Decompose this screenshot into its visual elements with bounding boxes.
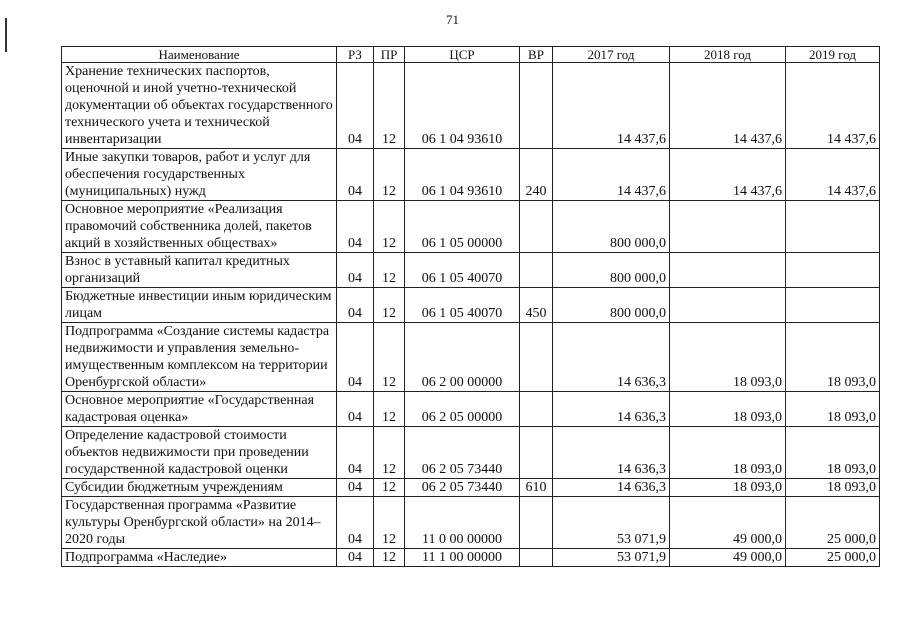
row-csr: 06 2 05 00000 (405, 392, 520, 427)
row-vr (520, 323, 553, 392)
row-name: Иные закупки товаров, работ и услуг для обеспечения государственных (муниципальных) нужд (62, 149, 337, 201)
row-vr (520, 549, 553, 567)
header-2019: 2019 год (786, 47, 880, 63)
header-rz: РЗ (337, 47, 374, 63)
row-2019: 25 000,0 (786, 549, 880, 567)
row-vr (520, 63, 553, 149)
row-2018: 18 093,0 (670, 427, 786, 479)
row-name: Взнос в уставный капитал кредитных организаций (62, 253, 337, 288)
budget-table (61, 46, 880, 567)
row-csr: 11 1 00 00000 (405, 549, 520, 567)
row-rz: 04 (337, 253, 374, 288)
row-pr: 12 (374, 63, 405, 149)
row-name: Определение кадастровой стоимости объектов недвижимости при проведении государственной кадастровой оценки (62, 427, 337, 479)
row-pr: 12 (374, 149, 405, 201)
row-pr: 12 (374, 323, 405, 392)
row-csr: 11 0 00 00000 (405, 497, 520, 549)
row-2018: 14 437,6 (670, 149, 786, 201)
row-csr: 06 1 05 40070 (405, 288, 520, 323)
row-rz: 04 (337, 497, 374, 549)
row-2019: 18 093,0 (786, 427, 880, 479)
row-2017: 14 636,3 (553, 392, 670, 427)
table-row (62, 63, 880, 149)
row-2018: 49 000,0 (670, 549, 786, 567)
header-name: Наименование (62, 47, 337, 63)
row-pr: 12 (374, 427, 405, 479)
row-2017: 53 071,9 (553, 497, 670, 549)
row-2017: 53 071,9 (553, 549, 670, 567)
row-2019: 14 437,6 (786, 63, 880, 149)
table-row (62, 253, 880, 288)
row-csr: 06 1 04 93610 (405, 63, 520, 149)
row-2018: 18 093,0 (670, 323, 786, 392)
row-pr: 12 (374, 253, 405, 288)
row-name: Основное мероприятие «Реализация правомочий собственника долей, пакетов акций в хозяйственных обществах» (62, 201, 337, 253)
row-rz: 04 (337, 201, 374, 253)
row-name: Государственная программа «Развитие культуры Оренбургской области» на 2014–2020 годы (62, 497, 337, 549)
row-2017: 14 437,6 (553, 63, 670, 149)
row-2018 (670, 288, 786, 323)
row-vr (520, 497, 553, 549)
row-name: Хранение технических паспортов, оценочной и иной учетно-технической документации об объектах государственного технического учета и технической инвентаризации (62, 63, 337, 149)
row-2018 (670, 201, 786, 253)
table-row (62, 427, 880, 479)
row-vr: 450 (520, 288, 553, 323)
row-vr (520, 253, 553, 288)
row-2018 (670, 253, 786, 288)
row-vr (520, 427, 553, 479)
row-pr: 12 (374, 549, 405, 567)
row-2019 (786, 201, 880, 253)
row-name: Субсидии бюджетным учреждениям (62, 479, 337, 497)
margin-mark (5, 18, 7, 52)
row-2019: 18 093,0 (786, 392, 880, 427)
row-rz: 04 (337, 149, 374, 201)
row-2019 (786, 288, 880, 323)
row-pr: 12 (374, 497, 405, 549)
row-rz: 04 (337, 288, 374, 323)
table-row (62, 288, 880, 323)
header-2018: 2018 год (670, 47, 786, 63)
table-row (62, 497, 880, 549)
row-2018: 49 000,0 (670, 497, 786, 549)
row-name: Подпрограмма «Наследие» (62, 549, 337, 567)
row-2017: 14 437,6 (553, 149, 670, 201)
row-2017: 800 000,0 (553, 201, 670, 253)
table-row (62, 479, 880, 497)
row-2017: 800 000,0 (553, 288, 670, 323)
table-row (62, 549, 880, 567)
row-csr: 06 1 05 00000 (405, 201, 520, 253)
row-vr: 240 (520, 149, 553, 201)
row-rz: 04 (337, 63, 374, 149)
row-rz: 04 (337, 323, 374, 392)
row-pr: 12 (374, 201, 405, 253)
row-name: Подпрограмма «Создание системы кадастра недвижимости и управления земельно-имущественным комплексом на территории Оренбургской области» (62, 323, 337, 392)
page-number: 71 (446, 12, 459, 27)
row-2017: 800 000,0 (553, 253, 670, 288)
row-rz: 04 (337, 392, 374, 427)
row-pr: 12 (374, 288, 405, 323)
row-csr: 06 1 05 40070 (405, 253, 520, 288)
row-csr: 06 2 05 73440 (405, 427, 520, 479)
row-2017: 14 636,3 (553, 427, 670, 479)
row-name: Бюджетные инвестиции иным юридическим лицам (62, 288, 337, 323)
row-csr: 06 2 00 00000 (405, 323, 520, 392)
row-rz: 04 (337, 549, 374, 567)
header-pr: ПР (374, 47, 405, 63)
row-vr (520, 392, 553, 427)
header-row (62, 47, 880, 63)
row-2019: 25 000,0 (786, 497, 880, 549)
row-csr: 06 2 05 73440 (405, 479, 520, 497)
row-2018: 18 093,0 (670, 479, 786, 497)
table-row (62, 323, 880, 392)
table-row (62, 392, 880, 427)
row-2018: 14 437,6 (670, 63, 786, 149)
row-2018: 18 093,0 (670, 392, 786, 427)
row-vr (520, 201, 553, 253)
row-2017: 14 636,3 (553, 323, 670, 392)
row-2019 (786, 253, 880, 288)
row-2019: 14 437,6 (786, 149, 880, 201)
row-pr: 12 (374, 479, 405, 497)
row-vr: 610 (520, 479, 553, 497)
row-2019: 18 093,0 (786, 323, 880, 392)
header-csr: ЦСР (405, 47, 520, 63)
row-2019: 18 093,0 (786, 479, 880, 497)
row-rz: 04 (337, 427, 374, 479)
row-rz: 04 (337, 479, 374, 497)
row-csr: 06 1 04 93610 (405, 149, 520, 201)
row-2017: 14 636,3 (553, 479, 670, 497)
header-vr: ВР (520, 47, 553, 63)
table-row (62, 201, 880, 253)
header-2017: 2017 год (553, 47, 670, 63)
row-name: Основное мероприятие «Государственная кадастровая оценка» (62, 392, 337, 427)
row-pr: 12 (374, 392, 405, 427)
table-row (62, 149, 880, 201)
